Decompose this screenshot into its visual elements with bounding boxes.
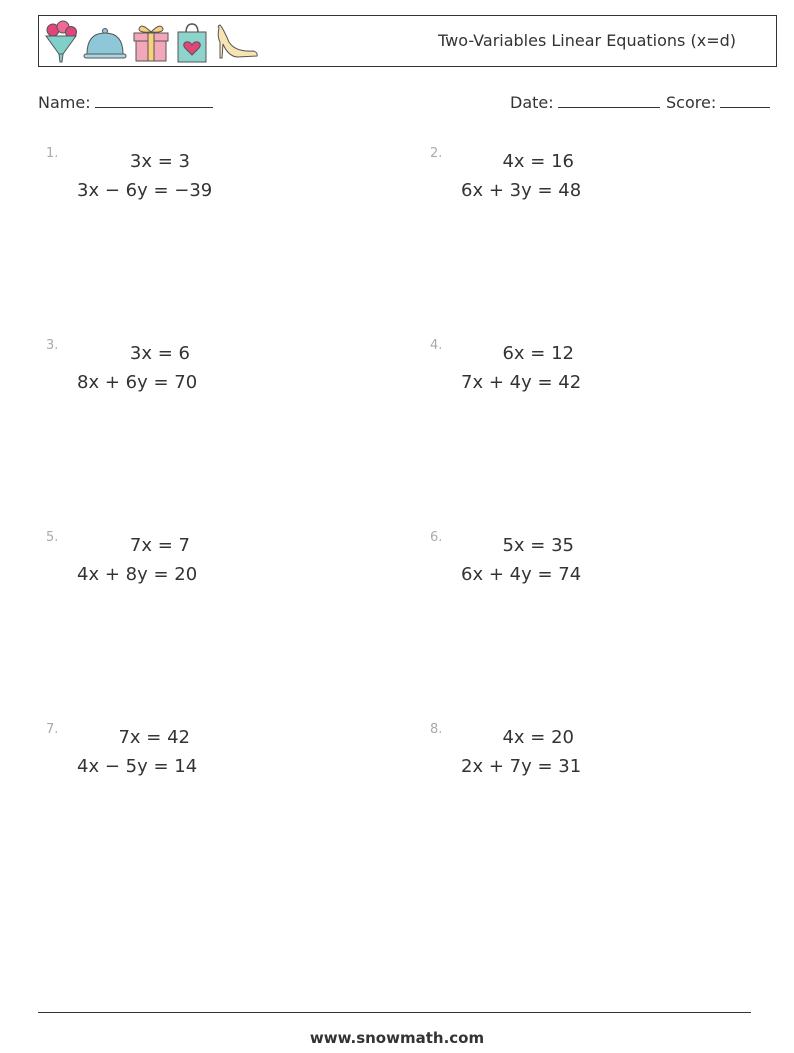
equation-1: 3x = 3 — [129, 151, 190, 172]
name-label: Name: — [38, 93, 91, 112]
footer-url: www.snowmath.com — [309, 1029, 485, 1047]
equation-2: 8x + 6y = 70 — [77, 372, 198, 393]
problem-number: 2. — [430, 146, 443, 161]
equation-1: 5x = 35 — [502, 535, 574, 556]
footer-divider — [38, 1012, 751, 1013]
problem-1 — [46, 146, 306, 216]
gift-icon — [131, 20, 171, 64]
equation-2: 3x − 6y = −39 — [77, 180, 213, 201]
problem-7 — [46, 722, 306, 792]
date-field — [510, 93, 660, 112]
problem-number: 1. — [46, 146, 59, 161]
score-label: Score: — [666, 93, 717, 112]
equation-1: 3x = 6 — [129, 343, 190, 364]
equation-2: 7x + 4y = 42 — [461, 372, 582, 393]
cloche-icon — [83, 20, 127, 64]
problem-4 — [430, 338, 690, 408]
header-icons — [43, 19, 259, 65]
shopping-bag-heart-icon — [175, 20, 209, 64]
equation-1: 4x = 20 — [502, 727, 574, 748]
equation-2: 2x + 7y = 31 — [461, 756, 582, 777]
problem-6 — [430, 530, 690, 600]
score-field — [666, 93, 770, 112]
equation-2: 4x + 8y = 20 — [77, 564, 198, 585]
equation-1: 4x = 16 — [502, 151, 574, 172]
problem-number: 8. — [430, 722, 443, 737]
date-label: Date: — [510, 93, 554, 112]
equation-1: 6x = 12 — [502, 343, 574, 364]
equation-1: 7x = 42 — [118, 727, 190, 748]
bouquet-icon — [43, 20, 79, 64]
equation-2: 6x + 3y = 48 — [461, 180, 582, 201]
equation-1: 7x = 7 — [129, 535, 190, 556]
problem-number: 6. — [430, 530, 443, 545]
worksheet-title: Two-Variables Linear Equations (x=d) — [438, 31, 736, 50]
name-blank — [95, 93, 213, 108]
problem-number: 4. — [430, 338, 443, 353]
score-blank — [720, 93, 770, 108]
problem-2 — [430, 146, 690, 216]
high-heel-icon — [213, 20, 259, 64]
problem-3 — [46, 338, 306, 408]
problem-number: 5. — [46, 530, 59, 545]
equation-2: 6x + 4y = 74 — [461, 564, 582, 585]
problem-5 — [46, 530, 306, 600]
worksheet-header — [38, 15, 777, 67]
problem-8 — [430, 722, 690, 792]
equation-2: 4x − 5y = 14 — [77, 756, 198, 777]
date-blank — [558, 93, 660, 108]
problem-number: 7. — [46, 722, 59, 737]
name-field — [38, 93, 213, 112]
problem-number: 3. — [46, 338, 59, 353]
